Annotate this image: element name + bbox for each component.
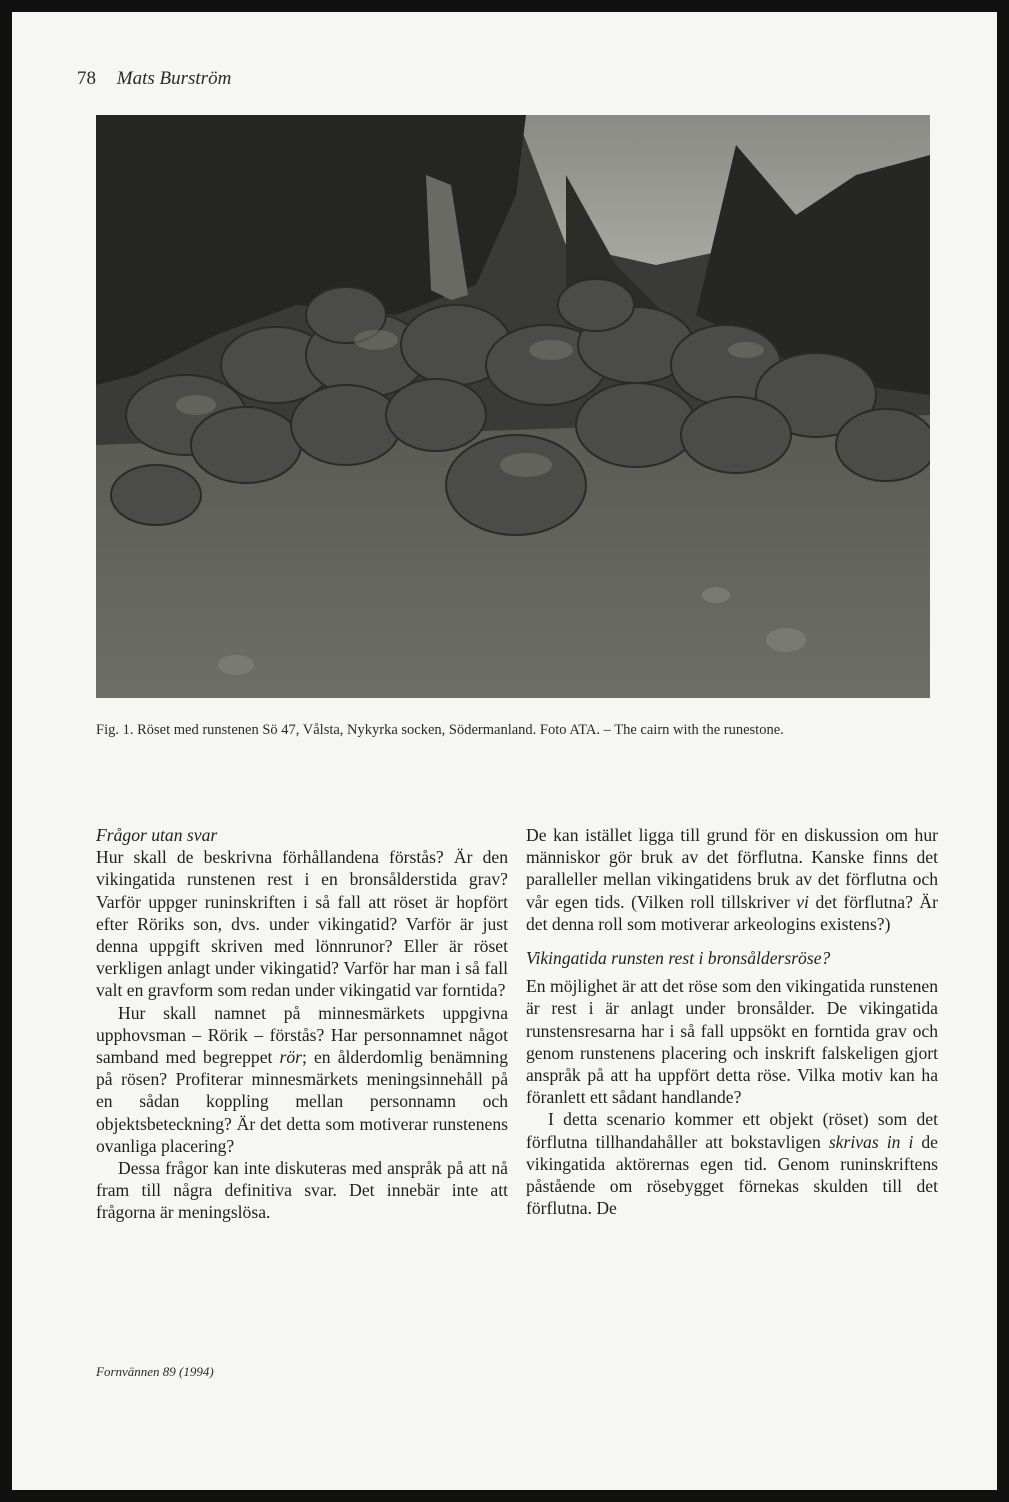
paragraph: De kan istället ligga till grund för en diskussion om hur människor gör bruk av det förflutna. Kanske finns det paralleller mellan vikingatidens bruk av det förflutna och vår egen tids. (Vilken roll tillskriver vi det förflutna? Är det denna roll som motiverar arkeologins existens?) <box>526 825 938 934</box>
page-number: 78 <box>77 68 96 89</box>
section-heading-fragor-utan-svar: Frågor utan svar <box>96 825 218 845</box>
figure-caption: Fig. 1. Röset med runstenen Sö 47, Vålsta, Nykyrka socken, Södermanland. Foto ATA. – The cairn with the runestone. <box>96 722 784 738</box>
left-column <box>96 824 508 1224</box>
paragraph: I detta scenario kommer ett objekt (röset) som det förflutna tillhandahåller att bokstavligen skrivas in i de vikingatida aktörernas egen tid. Genom runinskriftens påstående om rösebygget förnekas skulden till det förflutna. De <box>526 1109 938 1219</box>
journal-page <box>12 12 997 1490</box>
journal-footer: Fornvännen 89 (1994) <box>96 1364 214 1379</box>
right-column <box>526 824 938 1219</box>
paragraph: Hur skall de beskrivna förhållandena förstås? Är den vikingatida runstenen rest i en bronsålderstida grav? Varför uppger runinskriften i så fall att röset är hopfört efter Röriks son, dvs. under vikingatid? Varför är just denna uppgift skriven med lönnrunor? Eller är röset verkligen anlagt under vikingatid? Varför har man i så fall valt en gravform som redan under vikingatid var forntida? <box>96 847 508 1001</box>
paragraph: Hur skall namnet på minnesmärkets uppgivna upphovsman – Rörik – förstås? Har personnamnet något samband med begreppet rör; en ålderdomlig benämning på rösen? Profiterar minnesmärkets meningsinnehåll på en sådan koppling mellan personnamn och objektsbeteckning? Är det detta som motiverar runstenens ovanliga placering? <box>96 1002 508 1156</box>
paragraph: En möjlighet är att det röse som den vikingatida runstenen är rest i är anlagt under bronsålder. De vikingatida runstensresarna har i så fall uppsökt en forntida grav och genom runstenens placering och inskrift falskeligen gjort anspråk på att ha uppfört detta röse. Vilka motiv kan ha föranlett ett sådant handlande? <box>526 976 938 1108</box>
paragraph: Dessa frågor kan inte diskuteras med anspråk på att nå fram till några definitiva svar. Det innebär inte att frågorna är meningslösa. <box>96 1158 508 1223</box>
figure-photo-cairn-with-runestone <box>96 115 930 698</box>
author-name: Mats Burström <box>116 68 232 89</box>
running-head <box>77 68 231 90</box>
section-heading-vikingatida-runsten: Vikingatida runsten rest i bronsåldersröse? <box>526 948 831 969</box>
